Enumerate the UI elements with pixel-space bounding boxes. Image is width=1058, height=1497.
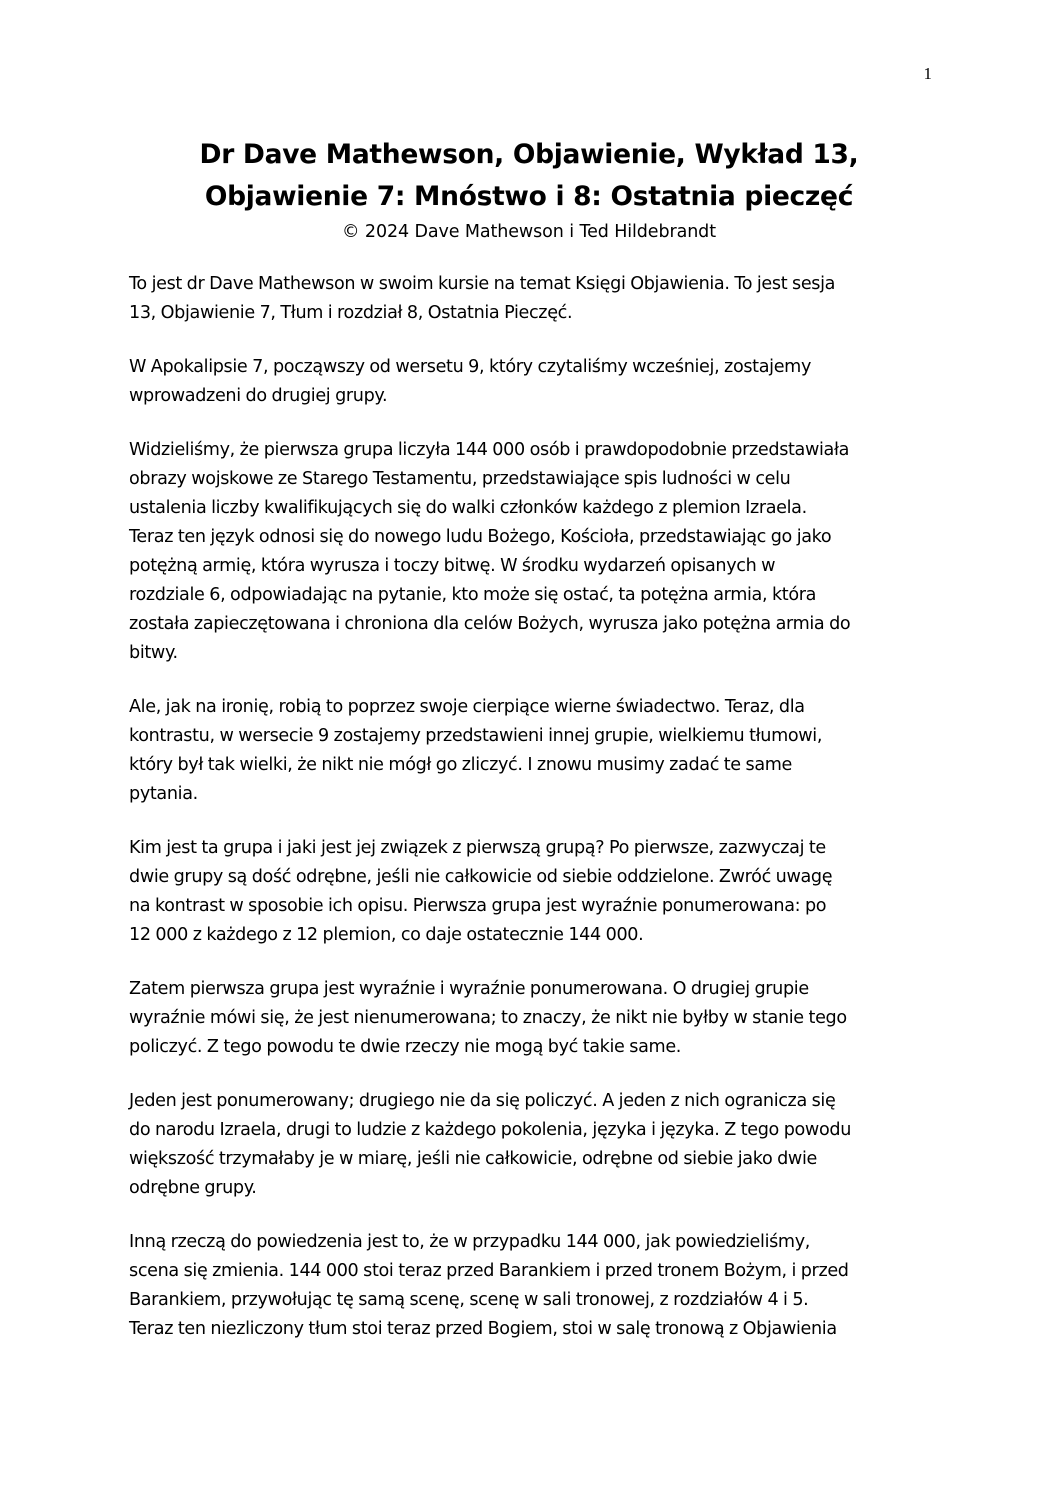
text-line: wprowadzeni do drugiej grupy. (129, 386, 388, 406)
paragraph (129, 1087, 929, 1203)
text-line: pytania. (129, 784, 198, 804)
text-line: Jeden jest ponumerowany; drugiego nie da się policzyć. A jeden z nich ogranicza się (129, 1091, 836, 1111)
paragraph (129, 975, 929, 1062)
text-line: rozdziale 6, odpowiadając na pytanie, kto może się ostać, ta potężna armia, która (129, 585, 817, 605)
text-line: do narodu Izraela, drugi to ludzie z każdego pokolenia, języka i języka. Z tego powodu (129, 1120, 852, 1140)
text-line: Widzieliśmy, że pierwsza grupa liczyła 144 000 osób i prawdopodobnie przedstawiała (129, 440, 850, 460)
paragraph (129, 270, 929, 328)
text-line: na kontrast w sposobie ich opisu. Pierwsza grupa jest wyraźnie ponumerowana: po (129, 896, 827, 916)
text-line: wyraźnie mówi się, że jest nienumerowana; to znaczy, że nikt nie byłby w stanie tego (129, 1008, 847, 1028)
paragraph (129, 436, 929, 668)
text-line: potężną armię, która wyrusza i toczy bitwę. W środku wydarzeń opisanych w (129, 556, 776, 576)
text-line: Teraz ten język odnosi się do nowego ludu Bożego, Kościoła, przedstawiając go jako (129, 527, 832, 547)
text-line: Barankiem, przywołując tę samą scenę, scenę w sali tronowej, z rozdziałów 4 i 5. (129, 1290, 809, 1310)
text-line: scena się zmienia. 144 000 stoi teraz przed Barankiem i przed tronem Bożym, i przed (129, 1261, 849, 1281)
text-line: Ale, jak na ironię, robią to poprzez swoje cierpiące wierne świadectwo. Teraz, dla (129, 697, 805, 717)
paragraph (129, 693, 929, 809)
text-line: Teraz ten niezliczony tłum stoi teraz przed Bogiem, stoi w salę tronową z Objawienia (129, 1319, 837, 1339)
text-line: odrębne grupy. (129, 1178, 257, 1198)
text-line: 13, Objawienie 7, Tłum i rozdział 8, Ostatnia Pieczęć. (129, 303, 573, 323)
text-line: Kim jest ta grupa i jaki jest jej związek z pierwszą grupą? Po pierwsze, zazwyczaj te (129, 838, 826, 858)
text-line: została zapieczętowana i chroniona dla celów Bożych, wyrusza jako potężna armia do (129, 614, 851, 634)
text-line: większość trzymałaby je w miarę, jeśli nie całkowicie, odrębne od siebie jako dwie (129, 1149, 817, 1169)
page-number: 1 (923, 64, 932, 83)
text-line: Inną rzeczą do powiedzenia jest to, że w przypadku 144 000, jak powiedzieliśmy, (129, 1232, 811, 1252)
document-body (129, 270, 929, 1369)
text-line: 12 000 z każdego z 12 plemion, co daje ostatecznie 144 000. (129, 925, 644, 945)
title-block (0, 134, 1058, 246)
paragraph (129, 353, 929, 411)
title-line-2: Objawienie 7: Mnóstwo i 8: Ostatnia pieczęć (204, 181, 854, 212)
title-line-1: Dr Dave Mathewson, Objawienie, Wykład 13, (199, 139, 859, 170)
copyright-notice: © 2024 Dave Mathewson i Ted Hildebrandt (342, 222, 716, 242)
paragraph (129, 1228, 929, 1344)
text-line: ustalenia liczby kwalifikujących się do walki członków każdego z plemion Izraela. (129, 498, 807, 518)
text-line: W Apokalipsie 7, począwszy od wersetu 9, który czytaliśmy wcześniej, zostajemy (129, 357, 812, 377)
text-line: Zatem pierwsza grupa jest wyraźnie i wyraźnie ponumerowana. O drugiej grupie (129, 979, 809, 999)
paragraph (129, 834, 929, 950)
text-line: który był tak wielki, że nikt nie mógł go zliczyć. I znowu musimy zadać te same (129, 755, 793, 775)
text-line: policzyć. Z tego powodu te dwie rzeczy nie mogą być takie same. (129, 1037, 682, 1057)
text-line: bitwy. (129, 643, 178, 663)
text-line: obrazy wojskowe ze Starego Testamentu, przedstawiające spis ludności w celu (129, 469, 791, 489)
text-line: To jest dr Dave Mathewson w swoim kursie na temat Księgi Objawienia. To jest sesja (129, 274, 836, 294)
text-line: kontrastu, w wersecie 9 zostajemy przedstawieni innej grupie, wielkiemu tłumowi, (129, 726, 823, 746)
text-line: dwie grupy są dość odrębne, jeśli nie całkowicie od siebie oddzielone. Zwróć uwagę (129, 867, 833, 887)
